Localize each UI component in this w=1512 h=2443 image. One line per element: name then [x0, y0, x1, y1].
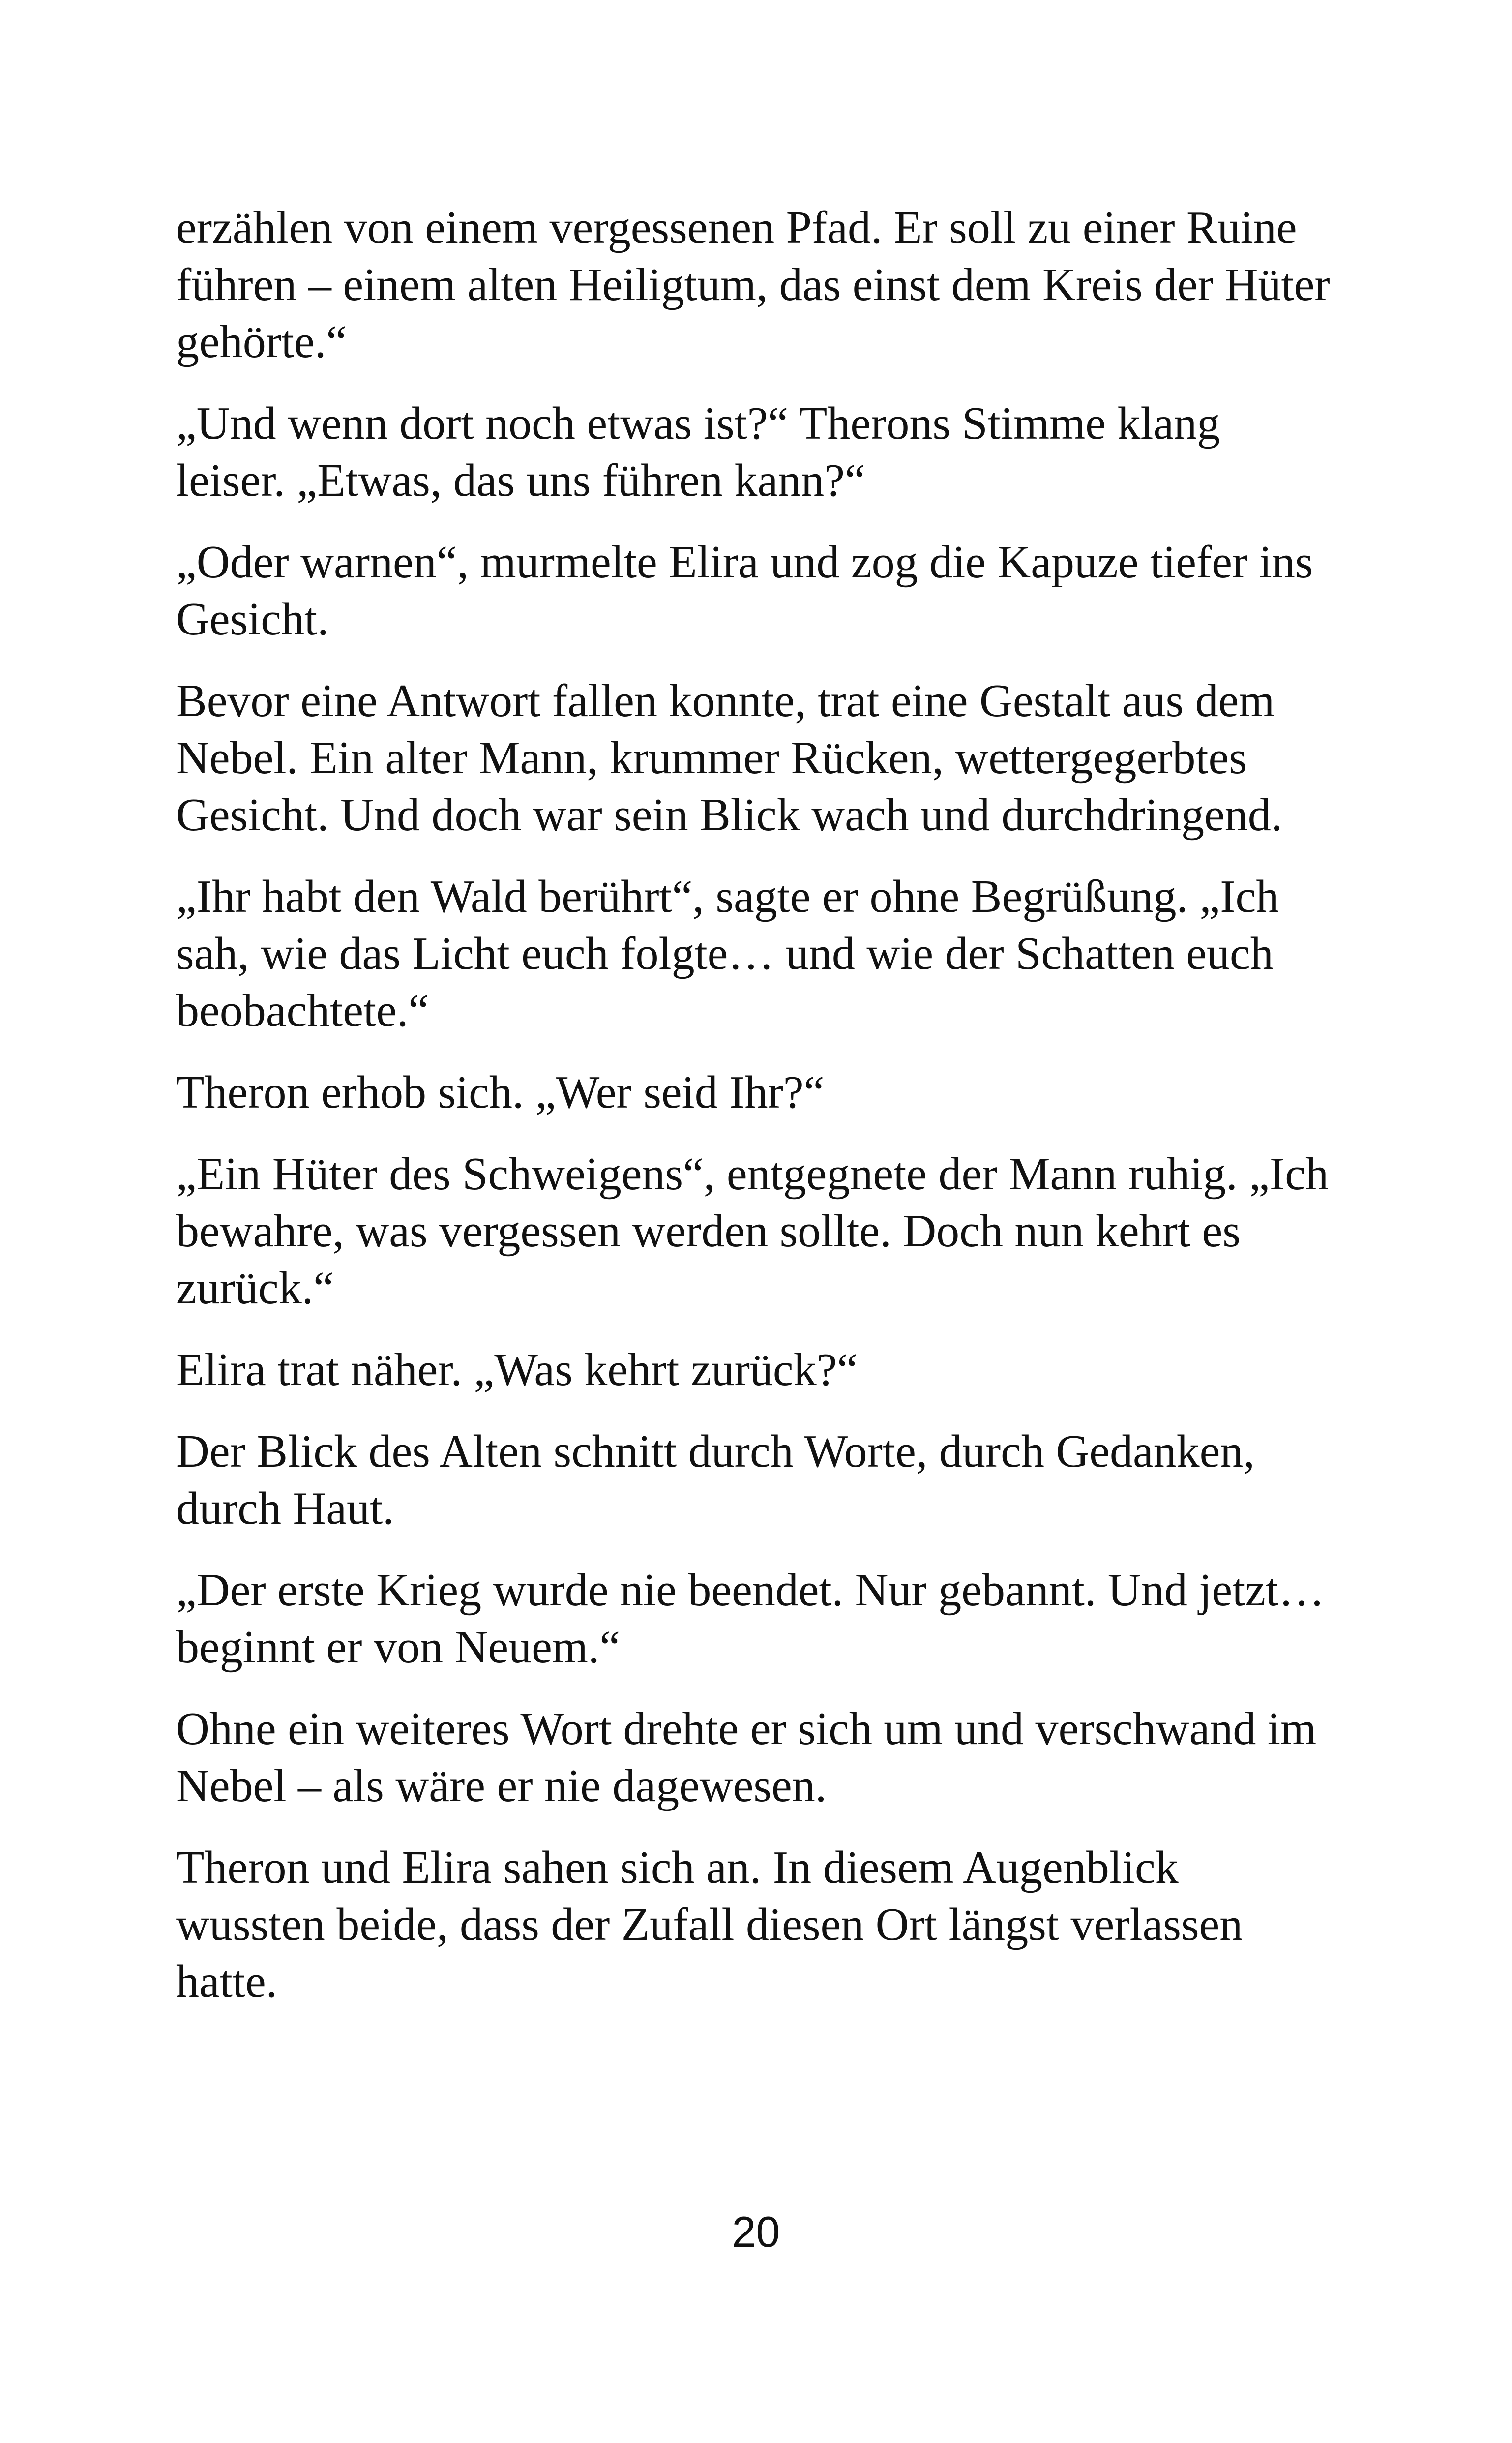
- paragraph: „Der erste Krieg wurde nie beendet. Nur gebannt. Und jetzt… beginnt er von Neuem.“: [176, 1565, 1325, 1673]
- paragraph: „Ein Hüter des Schweigens“, entgegnete der Mann ruhig. „Ich bewahre, was vergessen werden sollte. Doch nun kehrt es zurück.“: [176, 1148, 1329, 1314]
- paragraph: Bevor eine Antwort fallen konnte, trat eine Gestalt aus dem Nebel. Ein alter Mann, krummer Rücken, wettergegerbtes Gesicht. Und doch war sein Blick wach und durchdringend.: [176, 675, 1283, 841]
- paragraph: Elira trat näher. „Was kehrt zurück?“: [176, 1344, 858, 1395]
- page-number: 20: [732, 2207, 780, 2256]
- paragraph: „Oder warnen“, murmelte Elira und zog die Kapuze tiefer ins Gesicht.: [176, 537, 1313, 645]
- paragraph: Der Blick des Alten schnitt durch Worte, durch Gedanken, durch Haut.: [176, 1426, 1255, 1534]
- paragraph: Ohne ein weiteres Wort drehte er sich um und verschwand im Nebel – als wäre er nie dagewesen.: [176, 1703, 1317, 1811]
- paragraph: „Ihr habt den Wald berührt“, sagte er ohne Begrüßung. „Ich sah, wie das Licht euch folgte… und wie der Schatten euch beobachtete.“: [176, 871, 1279, 1036]
- body-text: [176, 199, 1336, 2035]
- paragraph: Theron und Elira sahen sich an. In diesem Augenblick wussten beide, dass der Zufall diesen Ort längst verlassen hatte.: [176, 1842, 1243, 2007]
- paragraph: erzählen von einem vergessenen Pfad. Er soll zu einer Ruine führen – einem alten Heiligtum, das einst dem Kreis der Hüter gehörte.“: [176, 202, 1330, 367]
- paragraph: „Und wenn dort noch etwas ist?“ Therons Stimme klang leiser. „Etwas, das uns führen kann?“: [176, 398, 1220, 506]
- paragraph: Theron erhob sich. „Wer seid Ihr?“: [176, 1067, 825, 1118]
